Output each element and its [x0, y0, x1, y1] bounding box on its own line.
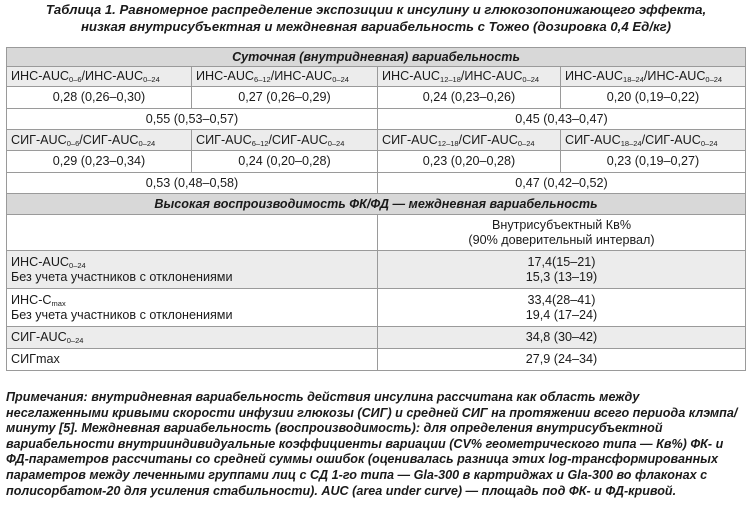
pk-row-sigmax-label: СИГmax — [7, 349, 378, 371]
pk-row-ins-cmax-value: 33,4(28–41) 19,4 (17–24) — [378, 289, 746, 327]
ins-value-18-24: 0,20 (0,19–0,22) — [561, 87, 746, 109]
sig-header-6-12: СИГ-$AUC_{6-12}/СИГ-AUC_{0-24}$ — [192, 130, 378, 151]
section-header-reproducibility: Высокая воспроизводимость ФК/ФД — междневная вариабельность — [7, 194, 746, 215]
ins-pooled-first-half: 0,55 (0,53–0,57) — [7, 109, 378, 130]
sig-header-0-6: СИГ-$AUC_{0-6}/СИГ-AUC_{0-24}$ — [7, 130, 192, 151]
pk-row-ins-auc-label: ИНС-$AUC_{0-24}$ Без учета участников с отклонениями — [7, 251, 378, 289]
ins-header-18-24: ИНС-$AUC_{18-24}/ИНС-AUC_{0-24}$ — [561, 67, 746, 87]
pk-row-sigmax-value: 27,9 (24–34) — [378, 349, 746, 371]
ins-header-12-18: ИНС-$AUC_{12-18}/ИНС-AUC_{0-24}$ — [378, 67, 561, 87]
pk-row-ins-cmax-label: ИНС-$C_{max}$ Без учета участников с отклонениями — [7, 289, 378, 327]
cv-header — [378, 215, 746, 251]
data-table — [6, 47, 746, 371]
table-notes: Примечания: внутридневная вариабельность действия инсулина рассчитана как область между несглаженными кривыми скорости инфузии глюкозы (СИГ) и средней СИГ на протяжении всего периода клэмпа/минуту [5]. Междневная вариабельность (воспроизводимость): для определения внутрисубъектной вариабельности внутрииндивидуальные коэффициенты вариации (CV% геометрического типа — Кв%) ФК- и ФД-параметров рассчитаны со средней суммы ошибок (оценивалась разница этих log-трансформированных параметров между леченными группами лиц с СД 1-го типа — Gla-300 в картриджах и Gla-300 во флаконах с полисорбатом-20 для усиления стабильности). AUC (area under curve) — площадь под ФК- и ФД-кривой. — [6, 390, 738, 498]
cv-header-line-1: Внутрисубъектный Кв% — [491, 217, 632, 232]
ins-header-6-12: ИНС-$AUC_{6-12}/ИНС-AUC_{0-24}$ — [192, 67, 378, 87]
ins-header-0-6: ИНС-$AUC_{0-6}/ИНС-AUC_{0-24}$ — [7, 67, 192, 87]
cv-header-blank — [7, 215, 378, 251]
sig-pooled-second-half: 0,47 (0,42–0,52) — [378, 173, 746, 194]
ins-value-0-6: 0,28 (0,26–0,30) — [7, 87, 192, 109]
ins-value-12-18: 0,24 (0,23–0,26) — [378, 87, 561, 109]
pk-row-sig-auc-label: СИГ-$AUC_{0-24}$ — [7, 327, 378, 349]
pk-row-ins-auc-value: 17,4(15–21) 15,3 (13–19) — [378, 251, 746, 289]
sig-header-18-24: СИГ-$AUC_{18-24}/СИГ-AUC_{0-24}$ — [561, 130, 746, 151]
caption-line-2: низкая внутрисубъектная и междневная вариабельность с Тожео (дозировка 0,4 Ед/кг) — [80, 19, 672, 34]
sig-value-0-6: 0,29 (0,23–0,34) — [7, 151, 192, 173]
table-caption — [10, 1, 742, 35]
sig-value-18-24: 0,23 (0,19–0,27) — [561, 151, 746, 173]
sig-value-6-12: 0,24 (0,20–0,28) — [192, 151, 378, 173]
ins-pooled-second-half: 0,45 (0,43–0,47) — [378, 109, 746, 130]
sig-value-12-18: 0,23 (0,20–0,28) — [378, 151, 561, 173]
pk-row-sig-auc-value: 34,8 (30–42) — [378, 327, 746, 349]
cv-header-line-2: (90% доверительный интервал) — [468, 232, 655, 247]
caption-line-1: Таблица 1. Равномерное распределение экспозиции к инсулину и глюкозопонижающего эффекта, — [45, 2, 707, 17]
sig-header-12-18: СИГ-$AUC_{12-18}/СИГ-AUC_{0-24}$ — [378, 130, 561, 151]
section-header-daily: Суточная (внутридневная) вариабельность — [7, 48, 746, 67]
sig-pooled-first-half: 0,53 (0,48–0,58) — [7, 173, 378, 194]
ins-value-6-12: 0,27 (0,26–0,29) — [192, 87, 378, 109]
